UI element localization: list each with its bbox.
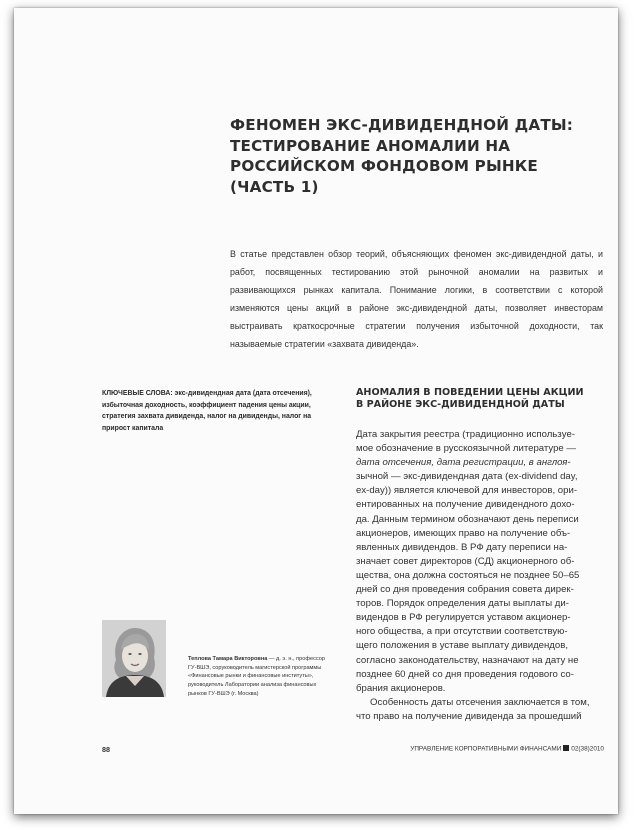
author-description: — д. э. н., профессор ГУ-ВШЭ, соруководитель магистерской программы «Финансовые рынки и финансовые институты», руководитель Лаборатории анализа финансовых рынков ГУ-ВШЭ (г. Москва) (188, 656, 325, 697)
author-info (188, 655, 334, 699)
text-line: брания акционеров. (356, 682, 446, 694)
abstract: В статье представлен обзор теорий, объясняющих феномен экс-дивидендной даты, и работ, посвященных тестированию этой рыночной аномалии на развитых и развивающихся рынках капитала. Понимание логики, в соответствии с которой изменяются цены акций в районе экс-дивидендной даты, позволяет инвесторам выстраивать краткосрочные стратегии получения избыточной доходности, так называемые стратегии «захвата дивиденда». (230, 249, 603, 349)
page-number: 88 (102, 745, 110, 754)
text-line: дата отсечения, дата регистрации, в англоя- (356, 457, 571, 469)
author-portrait-image (102, 620, 166, 697)
text-line: дней со дня проведения собрания совета дирек- (356, 584, 574, 596)
paragraph-1 (356, 428, 596, 696)
text-line: ентированных на получение дивидендного дохо- (356, 499, 575, 511)
text-line: акционеров, имеющих право на получение объ- (356, 527, 571, 539)
text-line: да. Данным термином обозначают день переписи (356, 513, 579, 525)
text-line: щего положения в уставе выплату дивидендов, (356, 640, 569, 652)
text-line: согласно законодательству, назначают на дату не (356, 654, 579, 666)
author-name: Теплова Тамара Викторовна (188, 656, 268, 662)
author-photo (102, 620, 166, 697)
keywords-label: КЛЮЧЕВЫЕ СЛОВА: (102, 390, 173, 397)
body-text (356, 428, 596, 724)
title-line: (ЧАСТЬ 1) (230, 177, 319, 196)
section-heading (356, 387, 616, 410)
text-line: зычной — экс-дивидендная дата (ex-dividend day, (356, 471, 578, 483)
text-line: значает совет директоров (СД) акционерного об- (356, 555, 575, 567)
text-line: Особенность даты отсечения заключается в том, (370, 696, 590, 708)
title-line: ФЕНОМЕН ЭКС-ДИВИДЕНДНОЙ ДАТЫ: (230, 116, 574, 134)
title-line: ТЕСТИРОВАНИЕ АНОМАЛИИ НА (230, 136, 511, 155)
text-line: что право на получение дивиденда за прошедший (356, 710, 582, 722)
journal-name: УПРАВЛЕНИЕ КОРПОРАТИВНЫМИ ФИНАНСАМИ (410, 745, 562, 753)
text-line: явленных дивидендов. В РФ дату переписи на- (356, 541, 568, 553)
title-line: РОССИЙСКОМ ФОНДОВОМ РЫНКЕ (230, 157, 539, 175)
text-line: позднее 60 дней со дня проведения годового со- (356, 668, 574, 680)
text-line: Дата закрытия реестра (традиционно использye- (356, 429, 576, 440)
article-title (230, 115, 574, 197)
text-line: мое обозначение в русскоязычной литературе — (356, 443, 577, 455)
section-heading-line: В РАЙОНЕ ЭКС-ДИВИДЕНДНОЙ ДАТЫ (356, 398, 565, 410)
issue-number: 02(38)2010 (571, 745, 604, 753)
paragraph-2 (356, 696, 596, 724)
text-line: щества, она должна состояться не позднее 50–65 (356, 569, 580, 581)
square-bullet-icon (563, 745, 569, 751)
text-line: ного общества, а при отсутствии соответствую- (356, 626, 568, 638)
text-line: ex-day)) является ключевой для инвесторов, ори- (356, 485, 578, 497)
text-line: видендов в РФ регулируется уставом акционер- (356, 612, 571, 624)
section-heading-line: АНОМАЛИЯ В ПОВЕДЕНИИ ЦЕНЫ АКЦИИ (356, 387, 584, 398)
journal-page (14, 8, 618, 814)
keywords (102, 388, 334, 434)
text-line: торов. Порядок определения даты выплаты ди- (356, 598, 569, 610)
keywords-text: экс-дивидендная дата (дата отсечения), избыточная доходность, коэффициент падения цены акции, стратегия захвата дивиденда, налог на дивиденды, налог на прирост капитала (102, 390, 312, 432)
running-footer (392, 745, 604, 753)
